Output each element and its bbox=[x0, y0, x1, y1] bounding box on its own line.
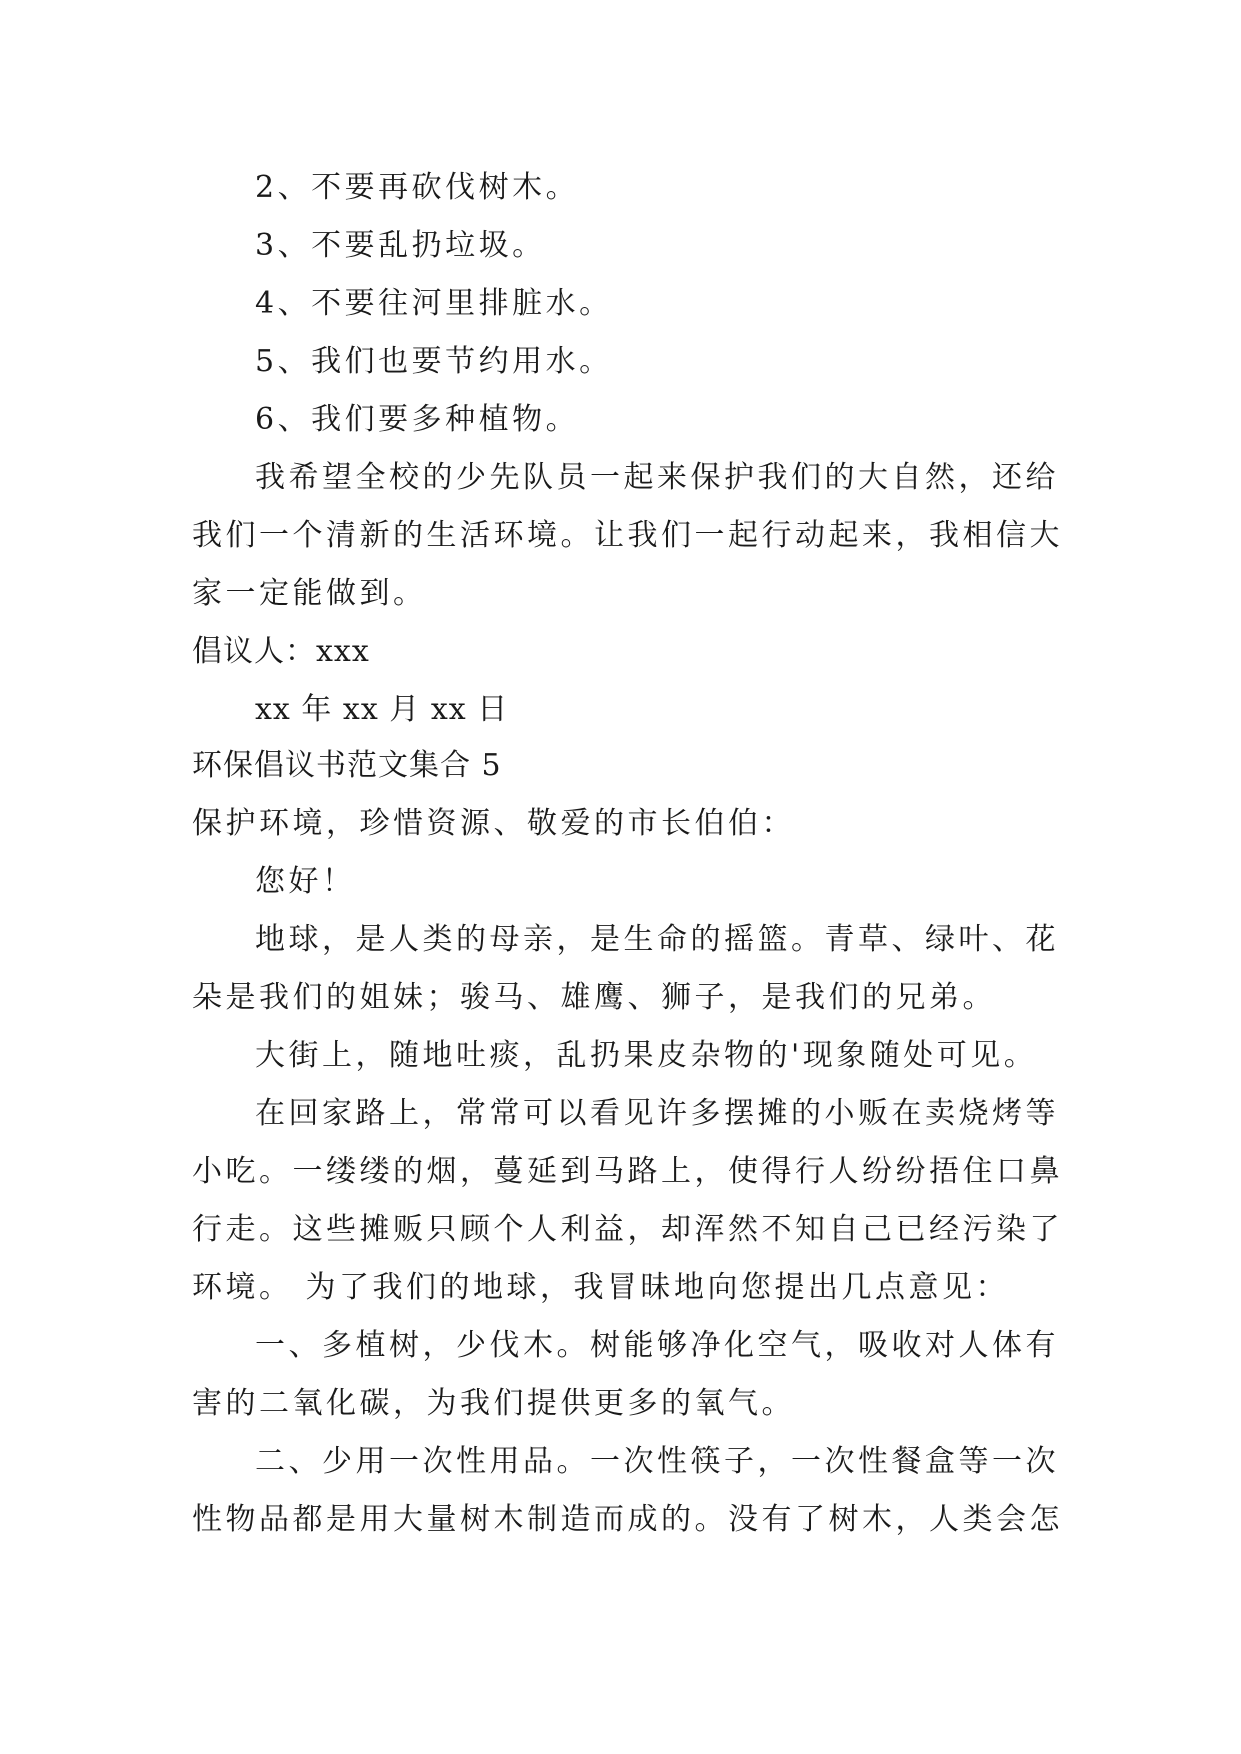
paragraph-line: 行走。这些摊贩只顾个人利益，却浑然不知自己已经污染了 bbox=[192, 1212, 1063, 1247]
paragraph-line: 朵是我们的姐妹；骏马、雄鹰、狮子，是我们的兄弟。 bbox=[192, 980, 996, 1015]
paragraph-line: 我们一个清新的生活环境。让我们一起行动起来，我相信大 bbox=[192, 518, 1063, 553]
paragraph-line: 性物品都是用大量树木制造而成的。没有了树木，人类会怎 bbox=[192, 1502, 1063, 1537]
paragraph-line: 大街上，随地吐痰，乱扔果皮杂物的'现象随处可见。 bbox=[255, 1038, 1038, 1073]
list-item-6: 6、我们要多种植物。 bbox=[255, 402, 580, 437]
list-item-2: 2、不要再砍伐树木。 bbox=[255, 170, 580, 205]
paragraph-line: 我希望全校的少先队员一起来保护我们的大自然，还给 bbox=[255, 460, 1059, 495]
proposer-line: 倡议人：xxx bbox=[192, 634, 370, 669]
section-title: 环保倡议书范文集合 5 bbox=[192, 748, 502, 783]
paragraph-line: 在回家路上，常常可以看见许多摆摊的小贩在卖烧烤等 bbox=[255, 1096, 1059, 1131]
paragraph-line: 小吃。一缕缕的烟，蔓延到马路上，使得行人纷纷捂住口鼻 bbox=[192, 1154, 1063, 1189]
list-item-4: 4、不要往河里排脏水。 bbox=[255, 286, 613, 321]
paragraph-line: 环境。 为了我们的地球，我冒昧地向您提出几点意见： bbox=[192, 1270, 1010, 1305]
date-line: xx 年 xx 月 xx 日 bbox=[255, 692, 509, 727]
paragraph-line: 二、少用一次性用品。一次性筷子，一次性餐盒等一次 bbox=[255, 1444, 1059, 1479]
list-item-3: 3、不要乱扔垃圾。 bbox=[255, 228, 546, 263]
paragraph-line: 害的二氧化碳，为我们提供更多的氧气。 bbox=[192, 1386, 795, 1421]
salutation-line: 保护环境，珍惜资源、敬爱的市长伯伯： bbox=[192, 806, 795, 841]
greeting-line: 您好！ bbox=[255, 864, 356, 899]
list-item-5: 5、我们也要节约用水。 bbox=[255, 344, 613, 379]
paragraph-line: 地球，是人类的母亲，是生命的摇篮。青草、绿叶、花 bbox=[255, 922, 1059, 957]
paragraph-line: 一、多植树，少伐木。树能够净化空气，吸收对人体有 bbox=[255, 1328, 1059, 1363]
paragraph-line: 家一定能做到。 bbox=[192, 576, 427, 611]
